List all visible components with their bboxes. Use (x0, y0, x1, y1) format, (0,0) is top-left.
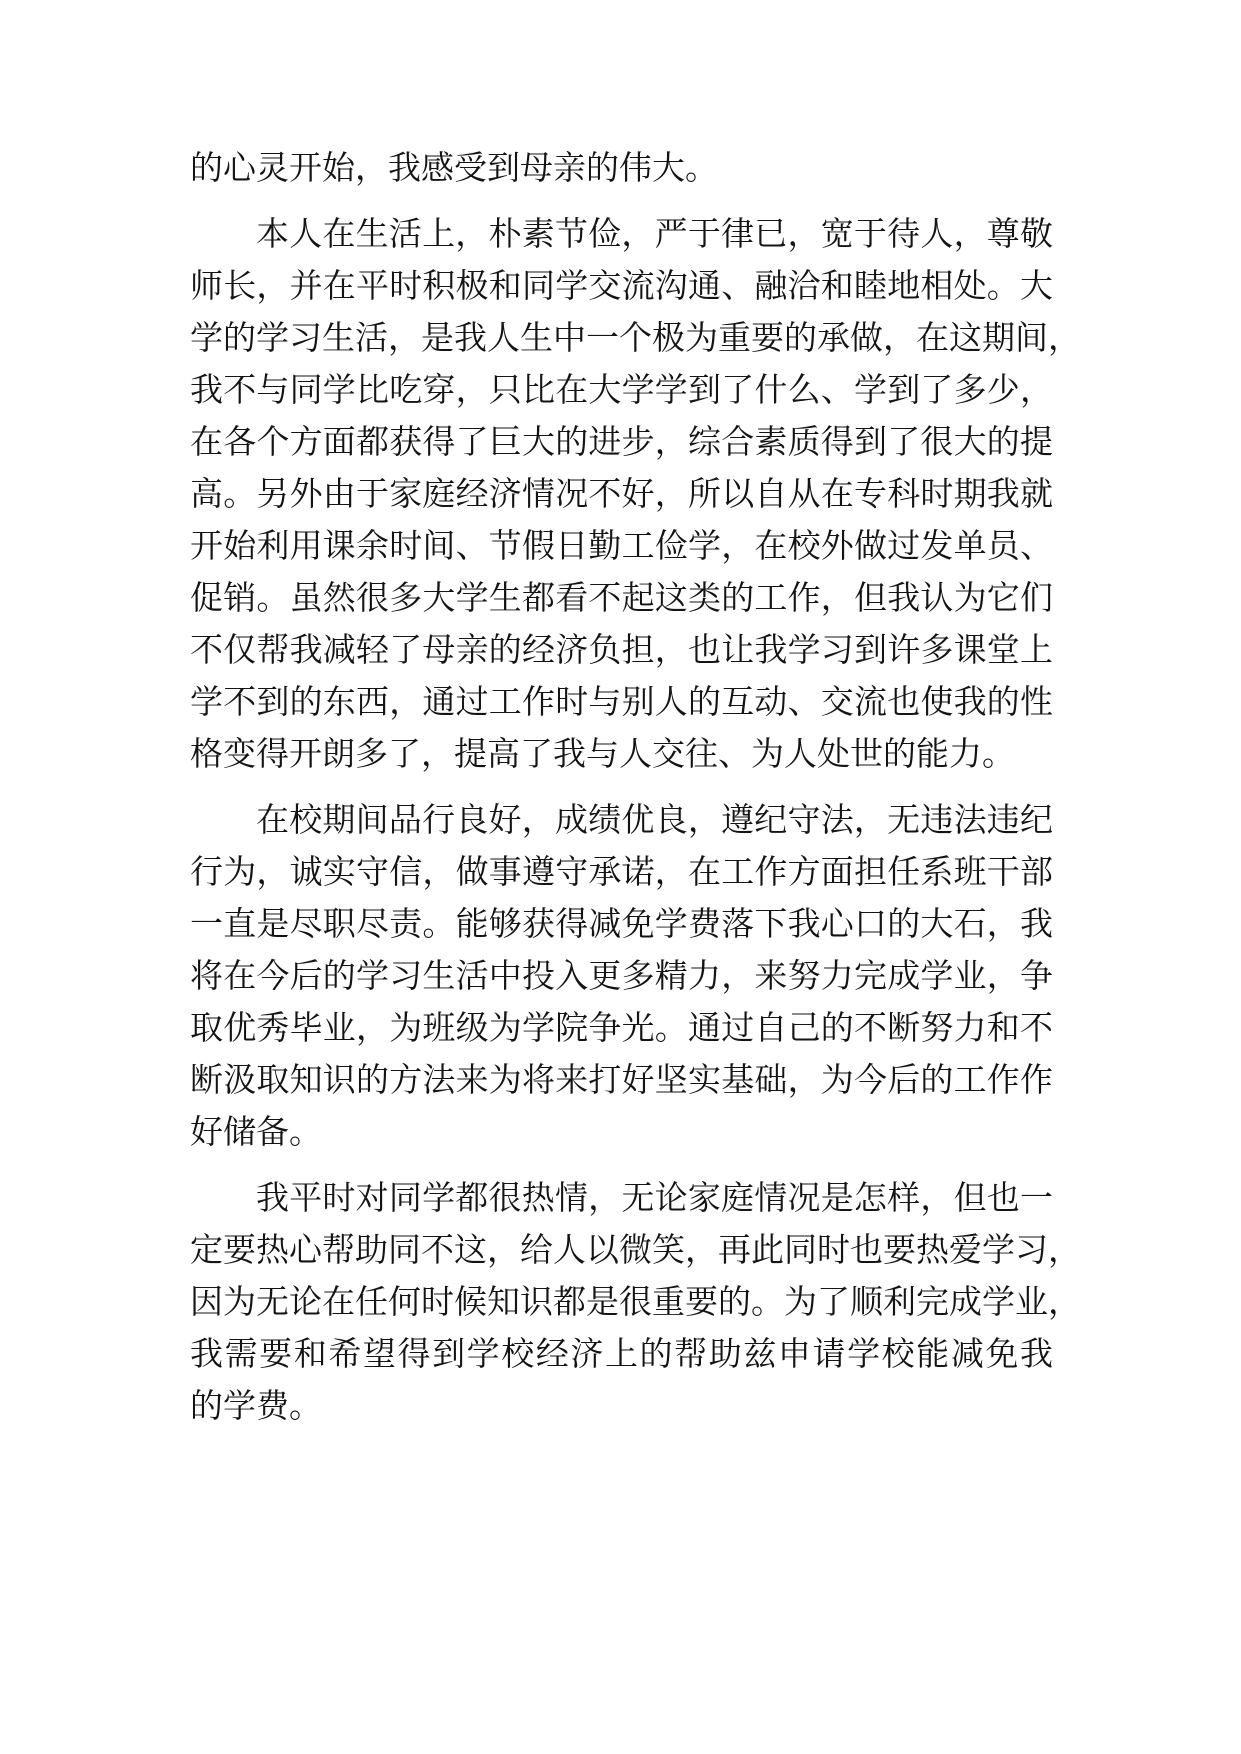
text-line: 不仅帮我减轻了母亲的经济负担，也让我学习到许多课堂上 (190, 630, 1053, 669)
text-line: 学不到的东西，通过工作时与别人的互动、交流也使我的性 (190, 682, 1053, 721)
text-line: 断汲取知识的方法来为将来打好坚实基础，为今后的工作作 (190, 1060, 1053, 1099)
text-line: 学的学习生活，是我人生中一个极为重要的承做，在这期间， (190, 318, 1081, 357)
text-line: 促销。虽然很多大学生都看不起这类的工作，但我认为它们 (190, 578, 1053, 617)
text-line: 因为无论在任何时候知识都是很重要的。为了顺利完成学业， (190, 1282, 1081, 1321)
text-line: 将在今后的学习生活中投入更多精力，来努力完成学业，争 (190, 956, 1053, 995)
text-line: 我平时对同学都很热情，无论家庭情况是怎样，但也一 (256, 1178, 1053, 1217)
text-line: 我需要和希望得到学校经济上的帮助兹申请学校能减免我 (190, 1334, 1053, 1373)
text-line: 在校期间品行良好，成绩优良，遵纪守法，无违法违纪 (256, 800, 1053, 839)
text-line: 我不与同学比吃穿，只比在大学学到了什么、学到了多少， (190, 370, 1053, 409)
text-line: 高。另外由于家庭经济情况不好，所以自从在专科时期我就 (190, 474, 1053, 513)
text-line: 本人在生活上，朴素节俭，严于律已，宽于待人，尊敬 (256, 214, 1053, 253)
text-line: 的心灵开始，我感受到母亲的伟大。 (190, 148, 718, 187)
text-line: 定要热心帮助同不这，给人以微笑，再此同时也要热爱学习， (190, 1230, 1081, 1269)
text-line: 师长，并在平时积极和同学交流沟通、融洽和睦地相处。大 (190, 266, 1053, 305)
text-line: 一直是尽职尽责。能够获得减免学费落下我心口的大石，我 (190, 904, 1053, 943)
text-line: 格变得开朗多了，提高了我与人交往、为人处世的能力。 (190, 734, 1015, 773)
text-line: 行为，诚实守信，做事遵守承诺，在工作方面担任系班干部 (190, 852, 1053, 891)
text-line: 好储备。 (190, 1112, 322, 1151)
text-line: 在各个方面都获得了巨大的进步，综合素质得到了很大的提 (190, 422, 1053, 461)
text-line: 的学费。 (190, 1386, 322, 1425)
text-line: 开始利用课余时间、节假日勤工俭学，在校外做过发单员、 (190, 526, 1053, 565)
text-line: 取优秀毕业，为班级为学院争光。通过自己的不断努力和不 (190, 1008, 1053, 1047)
